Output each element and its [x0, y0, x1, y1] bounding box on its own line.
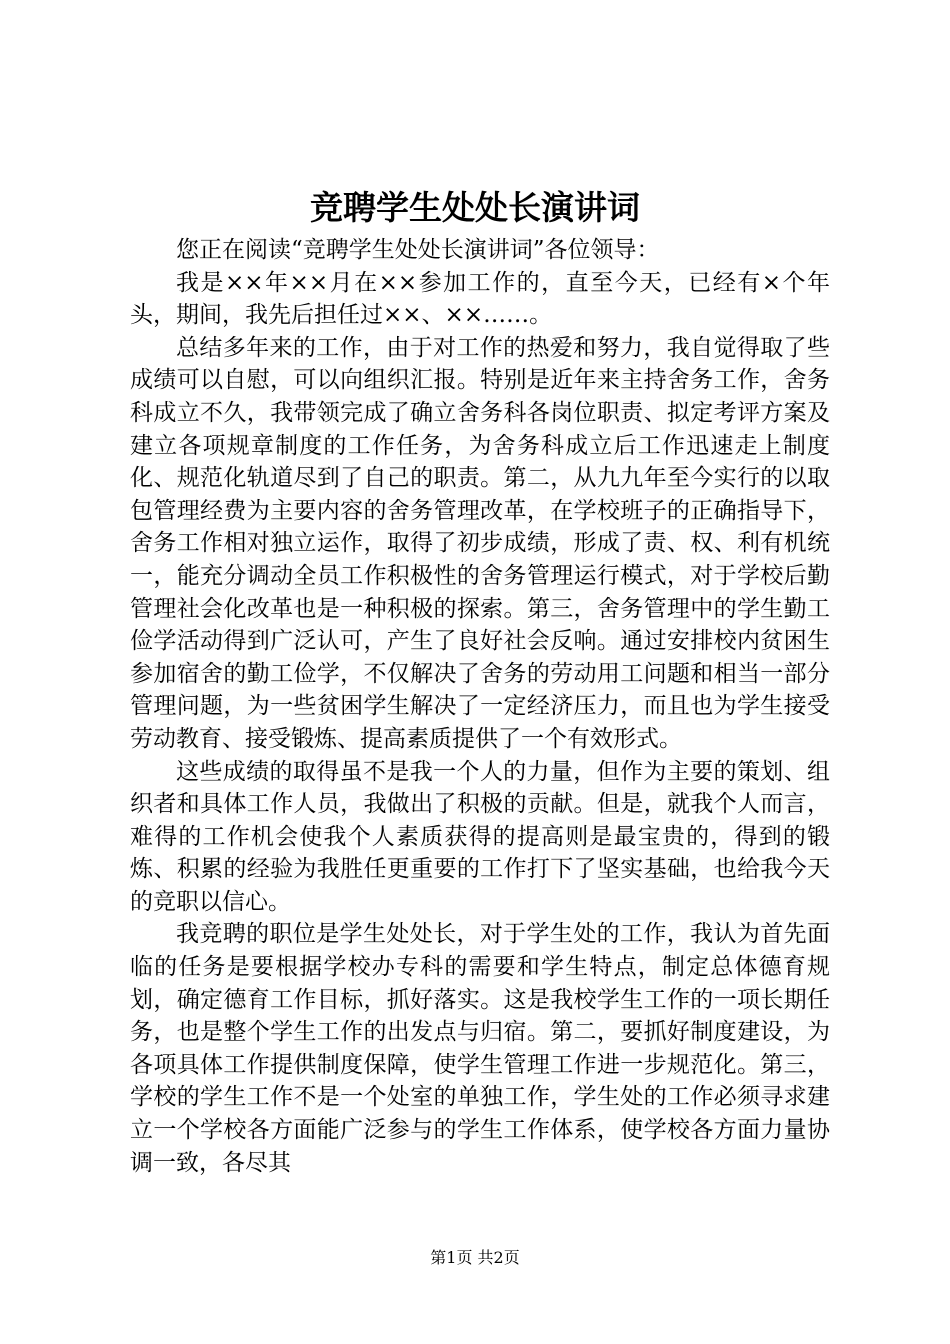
paragraph-achievements: 总结多年来的工作，由于对工作的热爱和努力，我自觉得取了些成绩可以自慰，可以向组织汇报。特别是近年来主持舍务工作，舍务科成立不久，我带领完成了确立舍务科各岗位职责、拟定考评方案及建立各项规章制度的工作任务，为舍务科成立后工作迅速走上制度化、规范化轨道尽到了自己的职责。第二，从九九年至今实行的以取包管理经费为主要内容的舍务管理改革，在学校班子的正确指导下，舍务工作相对独立运作，取得了初步成绩，形成了责、权、利有机统一，能充分调动全员工作积极性的舍务管理运行模式，对于学校后勤管理社会化改革也是一种积极的探索。第三，舍务管理中的学生勤工俭学活动得到广泛认可，产生了良好社会反响。通过安排校内贫困生参加宿舍的勤工俭学，不仅解决了舍务的劳动用工问题和相当一部分管理问题，为一些贫困学生解决了一定经济压力，而且也为学生接受劳动教育、接受锻炼、提高素质提供了一个有效形式。 [130, 334, 830, 752]
document-body [130, 234, 830, 1179]
paragraph-background: 我是××年××月在××参加工作的，直至今天，已经有×个年头，期间，我先后担任过××、××……。 [130, 269, 830, 329]
paragraph-position-plan: 我竞聘的职位是学生处处长，对于学生处的工作，我认为首先面临的任务是要根据学校办专科的需要和学生特点，制定总体德育规划，确定德育工作目标，抓好落实。这是我校学生工作的一项长期任务，也是整个学生工作的出发点与归宿。第二，要抓好制度建设，为各项具体工作提供制度保障，使学生管理工作进一步规范化。第三，学校的学生工作不是一个处室的单独工作，学生处的工作必须寻求建立一个学校各方面能广泛参与的学生工作体系，使学校各方面力量协调一致，各尽其 [130, 921, 830, 1176]
paragraph-intro: 您正在阅读“竞聘学生处处长演讲词”各位领导： [176, 237, 660, 263]
page-footer: 第1页 共2页 [430, 1248, 520, 1267]
document-title: 竞聘学生处处长演讲词 [310, 188, 640, 227]
paragraph-contribution: 这些成绩的取得虽不是我一个人的力量，但作为主要的策划、组织者和具体工作人员，我做出了积极的贡献。但是，就我个人而言，难得的工作机会使我个人素质获得的提高则是最宝贵的，得到的锻炼、积累的经验为我胜任更重要的工作打下了坚实基础，也给我今天的竞职以信心。 [130, 758, 830, 915]
